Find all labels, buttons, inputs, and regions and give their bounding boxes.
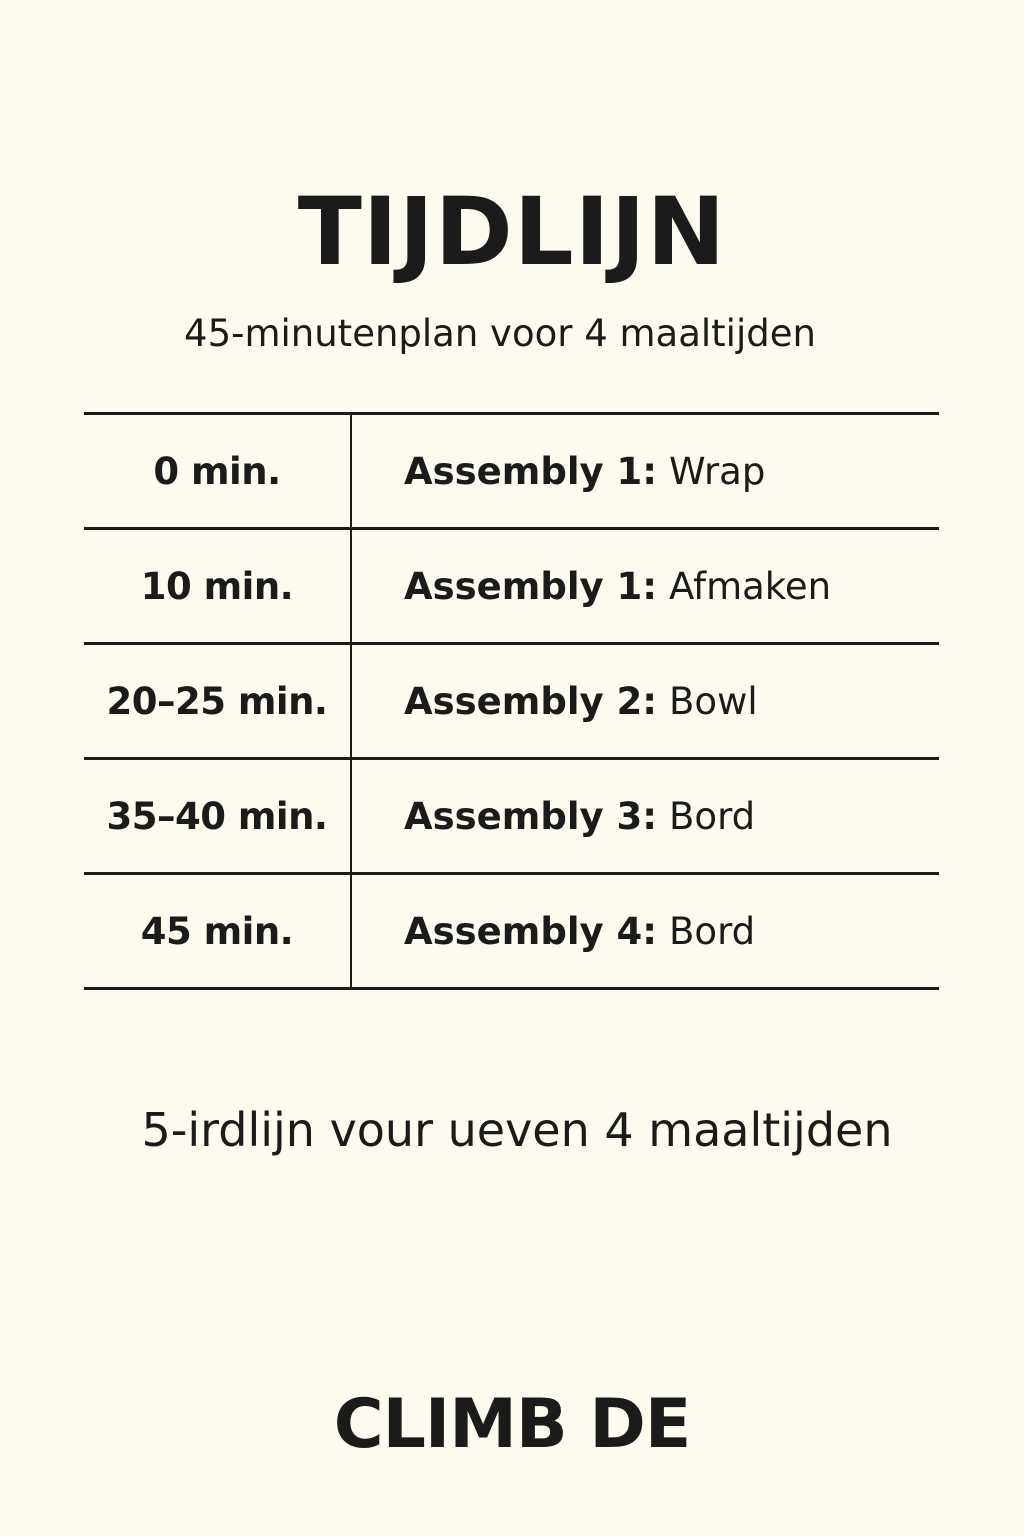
- footer-note: 5-irdlijn vour ueven 4 maaltijden: [141, 1103, 893, 1157]
- timeline-task-name: Bord: [669, 909, 756, 953]
- page-title: TIJDLIJN: [297, 178, 727, 287]
- timeline-time: 35–40 min.: [84, 760, 352, 872]
- timeline-task-label: Assembly 1:: [404, 449, 658, 493]
- timeline-row: [84, 875, 939, 990]
- timeline-task-cell: [352, 530, 939, 642]
- timeline-task-cell: [352, 760, 939, 872]
- timeline-task-label: Assembly 4:: [404, 909, 658, 953]
- timeline-row: [84, 530, 939, 645]
- timeline-time: 45 min.: [84, 875, 352, 987]
- timeline-table: [84, 412, 939, 990]
- timeline-task-name: Bowl: [669, 679, 758, 723]
- timeline-row: [84, 415, 939, 530]
- timeline-task-name: Bord: [669, 794, 756, 838]
- brand-logo: CLIMB DE: [333, 1385, 691, 1464]
- timeline-task-label: Assembly 1:: [404, 564, 658, 608]
- page-subtitle: 45-minutenplan voor 4 maaltijden: [184, 312, 816, 355]
- timeline-task-cell: [352, 645, 939, 757]
- timeline-time: 0 min.: [84, 415, 352, 527]
- timeline-time: 10 min.: [84, 530, 352, 642]
- timeline-task-name: Afmaken: [669, 564, 832, 608]
- timeline-task-cell: [352, 875, 939, 987]
- timeline-task-cell: [352, 415, 939, 527]
- timeline-task-name: Wrap: [669, 449, 766, 493]
- timeline-task-label: Assembly 3:: [404, 794, 658, 838]
- timeline-row: [84, 645, 939, 760]
- timeline-time: 20–25 min.: [84, 645, 352, 757]
- timeline-row: [84, 760, 939, 875]
- timeline-task-label: Assembly 2:: [404, 679, 658, 723]
